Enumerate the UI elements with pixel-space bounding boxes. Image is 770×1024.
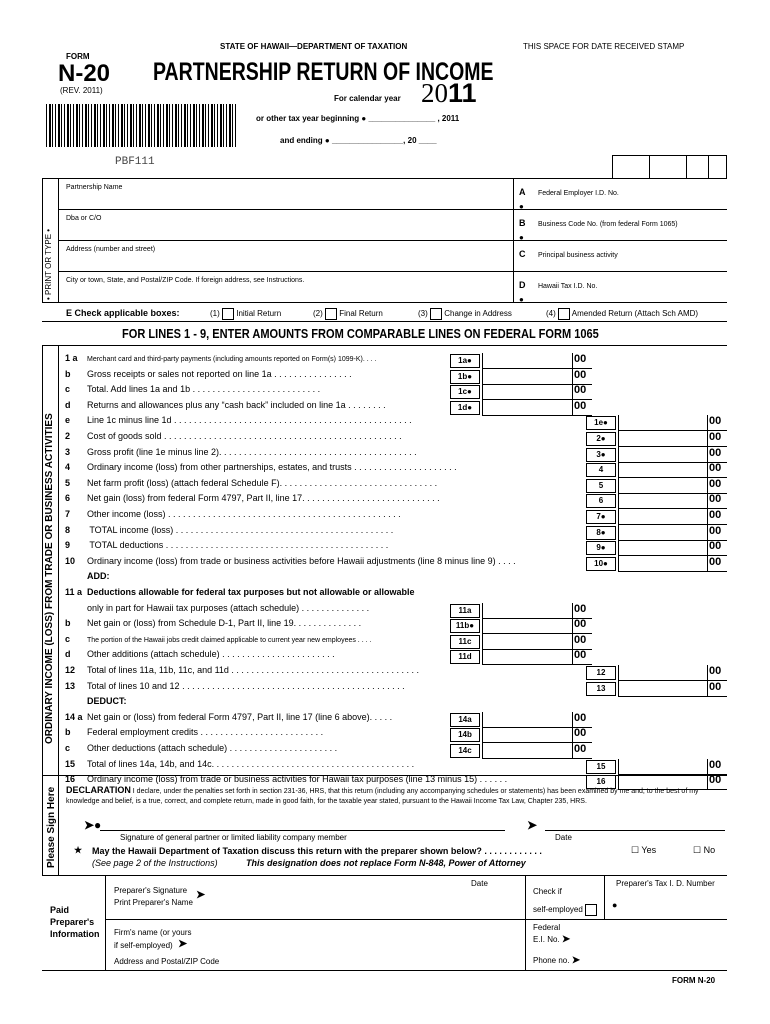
preparer-name-field[interactable]: Print Preparer's Name <box>114 898 193 907</box>
cents-zero: 00 <box>709 509 722 521</box>
federal-label: Federal <box>533 923 561 932</box>
calendar-year-label: For calendar year <box>334 94 401 103</box>
check-change-address[interactable]: (3) Change in Address <box>418 309 512 319</box>
cents-zero: 00 <box>709 431 722 443</box>
line-text: Ordinary income (loss) from other partnerships, estates, and trusts . . . . . . . . . . . . . . . . . . . . . <box>87 462 457 472</box>
tax-id-bullet: ● <box>612 900 618 910</box>
cents-zero: 00 <box>709 462 722 474</box>
arrow-icon: ➤● <box>84 818 102 832</box>
address-field[interactable]: Address (number and street) <box>66 246 156 253</box>
line-text: Merchant card and third-party payments (including amounts reported on Form(s) 1099-K). . . . <box>87 356 377 363</box>
cents-zero: 00 <box>574 712 587 724</box>
cents-zero: 00 <box>574 649 587 661</box>
line-number: 6 <box>65 493 71 503</box>
line-row <box>65 353 447 363</box>
arrow-icon: ➤ <box>571 955 581 966</box>
check-initial-return[interactable]: (1) Initial Return <box>210 309 282 319</box>
line-box-label: 14b <box>450 728 480 742</box>
line-row <box>65 649 447 659</box>
tax-year-end-input[interactable]: ________________ <box>331 136 404 145</box>
checkbox-icon[interactable]: ☐ <box>631 845 640 855</box>
line-box-label: 11c <box>450 635 480 649</box>
cents-zero: 00 <box>709 665 722 677</box>
line-text: Cost of goods sold . . . . . . . . . . . . . . . . . . . . . . . . . . . . . . . . . . . . . . . . . . . . . . . . <box>87 431 402 441</box>
line-box-label: 9● <box>586 541 616 555</box>
discuss-question: May the Hawaii Department of Taxation discuss this return with the preparer shown below? . . . . . . . . . . . . <box>92 846 542 856</box>
line-row <box>65 462 583 472</box>
line-box-label: 12 <box>586 666 616 680</box>
cents-zero: 00 <box>574 743 587 755</box>
line-number: b <box>65 618 71 628</box>
line-number: 15 <box>65 759 76 769</box>
cents-divider <box>572 727 573 743</box>
line-text: Net farm profit (loss) (attach federal Schedule F). . . . . . . . . . . . . . . . . . . . . . . . . . . . . . . . <box>87 478 438 488</box>
other-year-line: or other tax year beginning ● _______________ , 2011 <box>256 114 460 123</box>
line-text: Gross profit (line 1e minus line 2). . . . . . . . . . . . . . . . . . . . . . . . . . . . . . . . . . . . . . . . <box>87 447 417 457</box>
line-box-label: 11d <box>450 650 480 664</box>
cents-divider <box>707 540 708 556</box>
city-state-zip-field[interactable]: City or town, State, and Postal/ZIP Code. If foreign address, see Instructions. <box>66 277 305 284</box>
declaration-text: DECLARATION I declare, under the penalties set forth in section 231-36, HRS, that this return (including any accompanying schedules or statements) has been examined by me and, to the best of my knowledge and belief, is a true, correct, and complete return, made in good faith, for the taxable year stated, pursuant to the Hawaii Income Tax Law, Chapter 235, HRS. <box>66 785 699 805</box>
line-box-label: 14c <box>450 744 480 758</box>
checkbox-icon[interactable]: ☐ <box>693 845 702 855</box>
signature-field[interactable]: Signature of general partner or limited liability company member <box>120 833 347 842</box>
arrow-icon: ➤ <box>527 818 538 832</box>
business-activity-field[interactable]: C Principal business activity <box>519 249 618 259</box>
line-number: e <box>65 415 71 425</box>
line-row <box>65 587 625 597</box>
line-box-label: 11a <box>450 604 480 618</box>
check-if-label: Check if <box>533 887 562 896</box>
line-row <box>65 478 583 488</box>
footer-form-number: FORM N-20 <box>672 976 716 985</box>
line-row <box>65 493 583 503</box>
cents-zero: 00 <box>709 478 722 490</box>
cents-divider <box>572 369 573 385</box>
cents-zero: 00 <box>709 556 722 568</box>
line-row <box>65 665 583 675</box>
cents-divider <box>707 462 708 478</box>
line-box-label: 1e● <box>586 416 616 430</box>
arrow-icon: ➤ <box>561 934 571 945</box>
cents-zero: 00 <box>574 618 587 630</box>
line-box-label: 8● <box>586 526 616 540</box>
line-box-label: 13 <box>586 682 616 696</box>
line-row <box>65 540 583 550</box>
fein-field[interactable]: A Federal Employer I.D. No. ● <box>519 187 619 211</box>
star-icon: ★ <box>74 845 83 855</box>
self-employed-check[interactable]: self-employed <box>533 904 597 916</box>
line-number: 7 <box>65 509 71 519</box>
cents-zero: 00 <box>709 447 722 459</box>
line-number: 8 <box>65 525 71 535</box>
firm-name-field[interactable]: Firm's name (or yours <box>114 928 192 937</box>
cents-divider <box>572 649 573 665</box>
line-text: DEDUCT: <box>87 696 127 706</box>
line-box-label: 4 <box>586 463 616 477</box>
line-box-label: 15 <box>586 760 616 774</box>
stamp-space-label: THIS SPACE FOR DATE RECEIVED STAMP <box>523 42 685 51</box>
ending-line: and ending ● ________________, 20 ____ <box>280 136 437 145</box>
line-box-label: 1b● <box>450 370 480 384</box>
cents-divider <box>572 634 573 650</box>
line-text: ADD: <box>87 571 110 581</box>
check-amended-return[interactable]: (4) Amended Return (Attach Sch AMD) <box>546 309 699 319</box>
line-text: Total of lines 10 and 12 . . . . . . . . . . . . . . . . . . . . . . . . . . . . . . . . . . . . . . . . . . . . . <box>87 681 405 691</box>
firm-name-field-2: if self-employed) <box>114 941 173 950</box>
line-row <box>65 727 447 737</box>
line-row <box>65 369 447 379</box>
cents-zero: 00 <box>709 493 722 505</box>
line-box-label: 2● <box>586 432 616 446</box>
ein-field[interactable]: E.I. No. ➤ <box>533 934 571 945</box>
print-or-type-label: • PRINT OR TYPE • <box>44 228 53 300</box>
discuss-no[interactable]: ☐ No <box>693 845 716 855</box>
line-text: Total. Add lines 1a and 1b . . . . . . . . . . . . . . . . . . . . . . . . . . <box>87 384 321 394</box>
line-text: TOTAL income (loss) . . . . . . . . . . . . . . . . . . . . . . . . . . . . . . . . . . . . . . . . . . . . <box>87 525 394 535</box>
barcode <box>46 104 236 147</box>
line-box-label: 1c● <box>450 385 480 399</box>
line-box-label: 5 <box>586 479 616 493</box>
form-code: PBF111 <box>115 156 155 168</box>
form-number: N-20 <box>58 60 111 87</box>
cents-divider <box>572 603 573 619</box>
cents-divider <box>707 509 708 525</box>
hawaii-tax-id-field[interactable]: D Hawaii Tax I.D. No. ● <box>519 280 598 304</box>
line-text: Deductions allowable for federal tax purposes but not allowable or allowable <box>87 587 415 597</box>
line-row <box>65 400 447 410</box>
line-text: only in part for Hawaii tax purposes (attach schedule) . . . . . . . . . . . . . . <box>87 603 370 613</box>
line-row <box>65 415 583 425</box>
line-box-label: 10● <box>586 557 616 571</box>
ordinary-income-label: ORDINARY INCOME (LOSS) FROM TRADE OR BUSINESS ACTIVITIES <box>44 413 55 744</box>
line-number: c <box>65 384 71 394</box>
line-text: Net gain (loss) from federal Form 4797, Part II, line 17. . . . . . . . . . . . . . . . . . . . . . . . . . . . <box>87 493 440 503</box>
cents-divider <box>572 712 573 728</box>
cents-divider <box>707 447 708 463</box>
line-number: 5 <box>65 478 71 488</box>
cents-divider <box>572 384 573 400</box>
line-box-label: 3● <box>586 448 616 462</box>
please-sign-here-label: Please Sign Here <box>46 786 57 868</box>
line-number: c <box>65 634 71 644</box>
line-text: Total of lines 11a, 11b, 11c, and 11d . . . . . . . . . . . . . . . . . . . . . . . . . . . . . . . . . . . . . . <box>87 665 419 675</box>
line-number: 2 <box>65 431 71 441</box>
line-number: d <box>65 649 71 659</box>
line-text: TOTAL deductions . . . . . . . . . . . . . . . . . . . . . . . . . . . . . . . . . . . . . . . . . . . . . <box>87 540 389 550</box>
cents-zero: 00 <box>574 384 587 396</box>
line-text: Ordinary income (loss) from trade or business activities for Hawaii tax purposes (line 13 minus 15) . . . . . . <box>87 774 508 784</box>
preparer-signature-field[interactable]: Preparer's Signature <box>114 886 188 895</box>
line-row <box>65 525 583 535</box>
check-boxes-label: E Check applicable boxes: <box>66 308 180 318</box>
see-instructions: (See page 2 of the Instructions) <box>92 858 218 868</box>
check-final-return[interactable]: (2) Final Return <box>313 309 383 319</box>
line-number: 13 <box>65 681 76 691</box>
line-number: b <box>65 369 71 379</box>
date-stamp-boxes <box>612 155 727 179</box>
line-text: Other deductions (attach schedule) . . . . . . . . . . . . . . . . . . . . . . <box>87 743 338 753</box>
cents-zero: 00 <box>574 727 587 739</box>
cents-divider <box>707 525 708 541</box>
cents-divider <box>707 478 708 494</box>
checkbox-icon[interactable] <box>222 308 234 320</box>
line-number: 3 <box>65 447 71 457</box>
cents-divider <box>572 743 573 759</box>
line-box-label: 14a <box>450 713 480 727</box>
cents-zero: 00 <box>709 774 722 786</box>
cents-zero: 00 <box>574 400 587 412</box>
cents-divider <box>707 493 708 509</box>
line-text: Net gain or (loss) from federal Form 4797, Part II, line 17 (line 6 above). . . . . <box>87 712 393 722</box>
line-number: c <box>65 743 71 753</box>
line-text: Other additions (attach schedule) . . . . . . . . . . . . . . . . . . . . . . . <box>87 649 335 659</box>
line-row <box>65 509 583 519</box>
cents-zero: 00 <box>574 369 587 381</box>
cents-divider <box>707 431 708 447</box>
line-number: 12 <box>65 665 76 675</box>
cents-divider <box>572 618 573 634</box>
line-text: Line 1c minus line 1d . . . . . . . . . . . . . . . . . . . . . . . . . . . . . . . . . . . . . . . . . . . . . . . . <box>87 415 412 425</box>
cents-zero: 00 <box>709 415 722 427</box>
dba-field[interactable]: Dba or C/O <box>66 215 102 222</box>
line-row <box>65 634 447 644</box>
line-text: Total of lines 14a, 14b, and 14c. . . . . . . . . . . . . . . . . . . . . . . . . . . . . . . . . . . . . . . . . <box>87 759 415 769</box>
line-number: 11 a <box>65 587 83 597</box>
poa-note: This designation does not replace Form N-848, Power of Attorney <box>246 858 526 868</box>
checkbox-icon[interactable] <box>585 904 597 916</box>
form-label: FORM <box>66 52 90 61</box>
revision: (REV. 2011) <box>60 86 103 95</box>
cents-zero: 00 <box>709 525 722 537</box>
line-box-label: 6 <box>586 494 616 508</box>
line-row <box>65 759 583 769</box>
tax-year-begin-input[interactable]: _______________ <box>368 114 436 123</box>
preparer-date-field[interactable]: Date <box>471 879 488 888</box>
signature-date-field[interactable]: Date <box>555 833 572 842</box>
partnership-name-field[interactable]: Partnership Name <box>66 184 123 191</box>
line-text: Gross receipts or sales not reported on line 1a . . . . . . . . . . . . . . . . <box>87 369 352 379</box>
line-text: Ordinary income (loss) from trade or business activities before Hawaii adjustments (line 8 minus line 9) . . . . <box>87 556 516 566</box>
cents-divider <box>707 759 708 775</box>
line-text: Other income (loss) . . . . . . . . . . . . . . . . . . . . . . . . . . . . . . . . . . . . . . . . . . . . . . . <box>87 509 401 519</box>
cents-zero: 00 <box>709 681 722 693</box>
line-box-label: 16 <box>586 775 616 789</box>
line-number: 4 <box>65 462 71 472</box>
line-row <box>65 681 583 691</box>
cents-zero: 00 <box>574 603 587 615</box>
lines-heading: FOR LINES 1 - 9, ENTER AMOUNTS FROM COMPARABLE LINES ON FEDERAL FORM 1065 <box>122 326 599 341</box>
cents-divider <box>707 415 708 431</box>
cents-divider <box>707 665 708 681</box>
line-number: 9 <box>65 540 71 550</box>
checkbox-icon[interactable] <box>325 308 337 320</box>
line-box-label: 1d● <box>450 401 480 415</box>
cents-divider <box>572 353 573 369</box>
line-row <box>65 696 625 706</box>
calendar-year: 2011 <box>421 78 477 108</box>
cents-divider <box>707 556 708 572</box>
line-box-label: 1a● <box>450 354 480 368</box>
line-row <box>65 571 625 581</box>
form-title: PARTNERSHIP RETURN OF INCOME <box>153 58 494 86</box>
line-row <box>65 712 447 722</box>
cents-zero: 00 <box>709 759 722 771</box>
cents-zero: 00 <box>709 540 722 552</box>
line-box-label: 11b● <box>450 619 480 633</box>
cents-divider <box>707 681 708 697</box>
agency-name: STATE OF HAWAII—DEPARTMENT OF TAXATION <box>220 42 408 51</box>
line-number: 1 a <box>65 353 78 363</box>
paid-preparer-label: Paid Preparer's Information <box>50 905 100 939</box>
arrow-icon: ➤ <box>196 889 206 901</box>
checkbox-icon[interactable] <box>430 308 442 320</box>
phone-field[interactable]: Phone no. ➤ <box>533 955 581 966</box>
line-number: 10 <box>65 556 76 566</box>
line-text: Net gain or (loss) from Schedule D-1, Part II, line 19. . . . . . . . . . . . . . <box>87 618 362 628</box>
line-row <box>65 603 447 613</box>
line-text: Federal employment credits . . . . . . . . . . . . . . . . . . . . . . . . . <box>87 727 324 737</box>
line-row <box>65 447 583 457</box>
line-row <box>65 618 447 628</box>
line-number: d <box>65 400 71 410</box>
checkbox-icon[interactable] <box>558 308 570 320</box>
line-number: b <box>65 727 71 737</box>
line-row <box>65 743 447 753</box>
line-row <box>65 384 447 394</box>
preparer-tax-id-field[interactable]: Preparer's Tax I. D. Number <box>616 879 715 888</box>
business-code-field[interactable]: B Business Code No. (from federal Form 1065) ● <box>519 218 678 242</box>
line-text: The portion of the Hawaii jobs credit claimed applicable to current year new employees . . . . <box>87 637 372 644</box>
line-row <box>65 431 583 441</box>
discuss-yes[interactable]: ☐ Yes <box>631 845 657 855</box>
cents-zero: 00 <box>574 634 587 646</box>
line-row <box>65 556 583 566</box>
cents-divider <box>572 400 573 416</box>
line-number: 16 <box>65 774 76 784</box>
line-box-label: 7● <box>586 510 616 524</box>
cents-zero: 00 <box>574 353 587 365</box>
line-text: Returns and allowances plus any “cash back” included on line 1a . . . . . . . . <box>87 400 386 410</box>
arrow-icon: ➤ <box>178 938 188 950</box>
firm-address-field[interactable]: Address and Postal/ZIP Code <box>114 957 220 966</box>
line-number: 14 a <box>65 712 83 722</box>
